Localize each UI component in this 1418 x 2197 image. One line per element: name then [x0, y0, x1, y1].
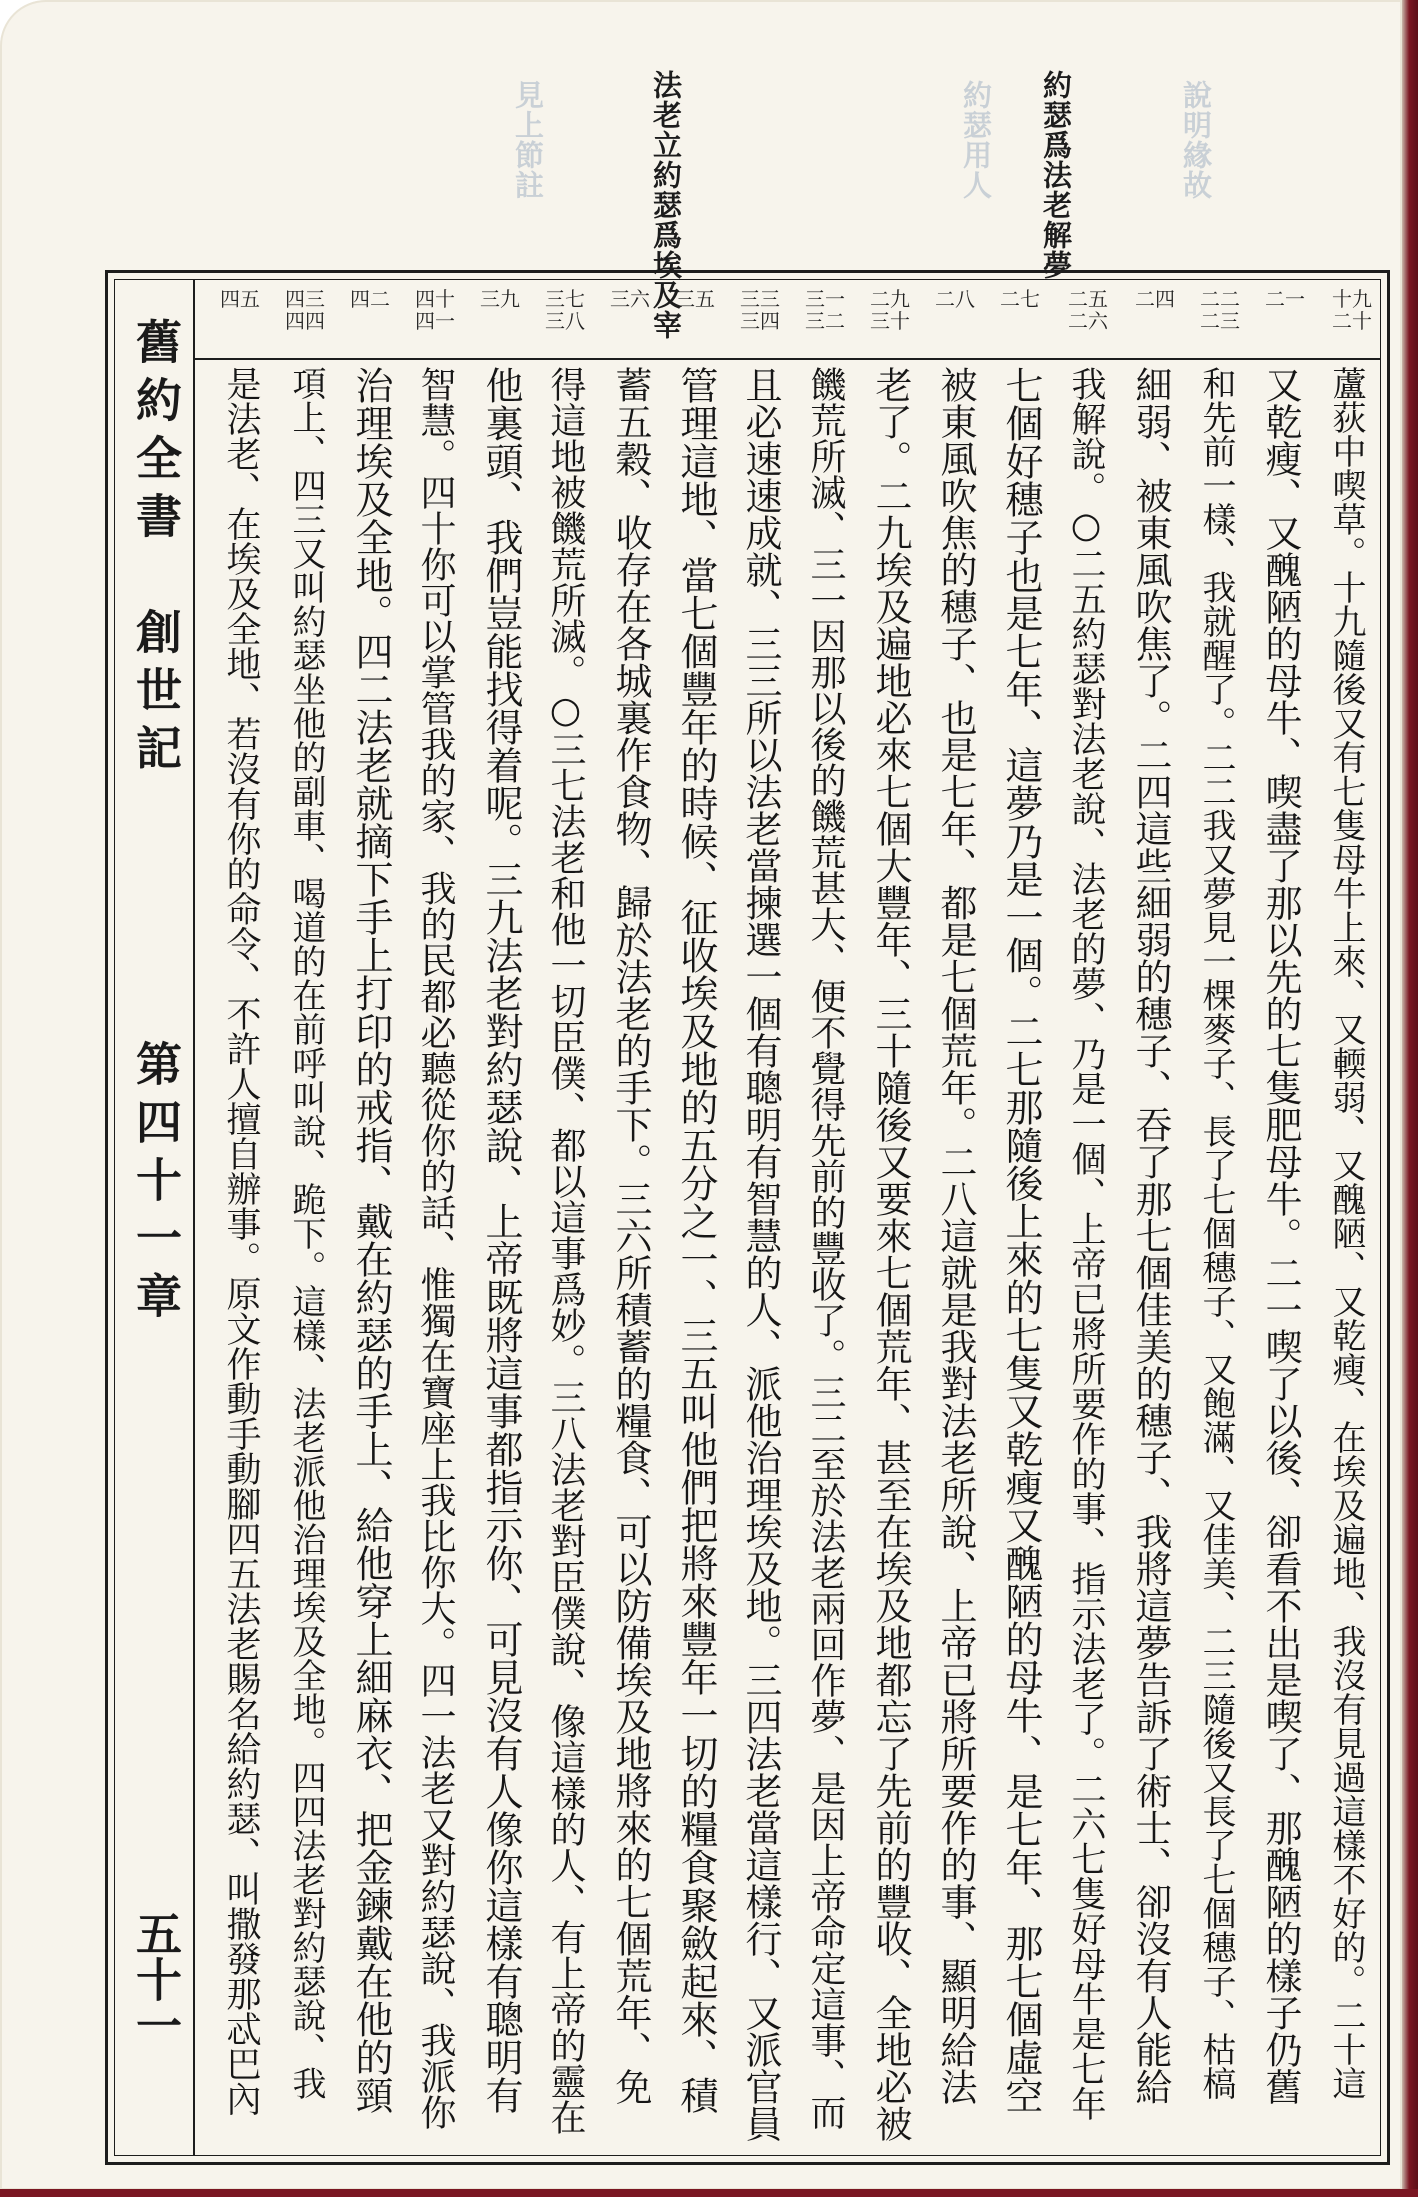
verse-number: 四五	[220, 287, 260, 311]
page-number: 五十一	[129, 1910, 183, 2048]
verse-number: 三九	[480, 287, 520, 311]
verse-number: 二二 二三	[1200, 287, 1240, 333]
book-spine	[1402, 0, 1418, 2197]
text-column: 蓄五穀、收存在各城裏作食物、歸於法老的手下。三六所積蓄的糧食、可以防備埃及地將來的七個荒年、免	[609, 366, 652, 2105]
verse-number: 二四	[1135, 287, 1175, 311]
text-column: 是法老、在埃及全地、若沒有你的命令、不許人擅自辦事。原文作動手動腳四五法老賜名給約瑟、叫撒發那忒巴內	[221, 366, 261, 2116]
text-column: 和先前一樣、我就醒了。二二我又夢見一棵麥子、長了七個穗子、又飽滿、又佳美、二三隨後又長了七個穗子、枯槁	[1196, 366, 1236, 2100]
verse-number: 三一 三二	[805, 287, 845, 333]
verse-number: 二七	[1000, 287, 1040, 311]
margin-note-faded: 說明緣故	[1179, 80, 1213, 200]
margin-note-faded: 見上節註	[511, 80, 545, 200]
verse-number: 三七 三八	[545, 287, 585, 333]
text-column: 細弱、被東風吹焦了。二四這些細弱的穗子、吞了那七個佳美的穗子、我將這夢告訴了術士、卻沒有人能給	[1129, 366, 1172, 2105]
text-column: 七個好穗子也是七年、這夢乃是一個。二七那隨後上來的七隻又乾瘦又醜陋的母牛、是七年、那七個虛空	[999, 366, 1043, 2114]
text-column: 我解說。○二五約瑟對法老說、法老的夢、乃是一個、上帝已將所要作的事、指示法老了。二六七隻好母牛是七年	[1066, 366, 1106, 2121]
verse-number: 二八	[935, 287, 975, 311]
text-column: 項上、四三又叫約瑟坐他的副車、喝道的在前呼叫說、跪下。這樣、法老派他治理埃及全地。四四法老對約瑟說、我	[286, 366, 326, 2100]
text-column: 得這地被饑荒所滅。○三七法老和他一切臣僕、都以這事爲妙。三八法老對臣僕說、像這樣的人、有上帝的靈在	[545, 366, 586, 2135]
text-column: 又乾瘦、又醜陋的母牛、喫盡了那以先的七隻肥母牛。二一喫了以後、卻看不出是喫了、那醜陋的樣子仍舊	[1259, 366, 1302, 2105]
text-column: 智慧。四十你可以掌管我的家、我的民都必聽從你的話、惟獨在寶座上我比你大。四一法老又對約瑟說、我派你	[415, 366, 456, 2130]
text-column: 被東風吹焦的穗子、也是七年、都是七個荒年。二八這就是我對法老所說、上帝已將所要作的事、顯明給法	[934, 366, 977, 2105]
margin-note: 法老立約瑟爲埃及宰	[649, 70, 683, 340]
text-column: 蘆荻中喫草。十九隨後又有七隻母牛上來、又輭弱、又醜陋、又乾瘦、在埃及遍地、我沒有見過這樣不好的。二十這	[1326, 366, 1366, 2100]
verse-number-band	[195, 280, 1380, 360]
verse-number: 四二	[350, 287, 390, 311]
scripture-text	[203, 366, 1376, 2147]
running-header	[115, 280, 195, 2155]
text-column: 治理埃及全地。四二法老就摘下手上打印的戒指、戴在約瑟的手上、給他穿上細麻衣、把金鍊戴在他的頸	[349, 366, 393, 2114]
margin-note-faded: 約瑟用人	[959, 80, 993, 200]
text-column: 老了。二九埃及遍地必來七個大豐年、三十隨後又要來七個荒年、甚至在埃及地都忘了先前的豐收、全地必被	[869, 366, 912, 2142]
verse-number: 四三 四四	[285, 287, 325, 333]
verse-number: 二五 二六	[1068, 287, 1108, 333]
verse-number: 二一	[1265, 287, 1305, 311]
verse-number: 二九 三十	[870, 287, 910, 333]
book-title: 舊約全書 創世記	[129, 318, 183, 782]
text-column: 饑荒所滅、三一因那以後的饑荒甚大、便不覺得先前的豐收了。三二至於法老兩回作夢、是因上帝命定這事、而	[805, 366, 846, 2130]
text-column: 且必速速成就、三三所以法老當揀選一個有聰明有智慧的人、派他治理埃及地。三四法老當這樣行、又派官員	[739, 366, 782, 2142]
verse-number: 三六	[610, 287, 650, 311]
chapter-heading: 第四十一章	[129, 1040, 183, 1330]
text-column: 管理這地、當七個豐年的時候、征收埃及地的五分之一、三五叫他們把將來豐年一切的糧食聚斂起來、積	[674, 366, 718, 2114]
verse-number: 十九 二十	[1332, 287, 1372, 333]
frame-inner-border	[114, 279, 1381, 2156]
margin-note: 約瑟爲法老解夢	[1039, 70, 1073, 280]
verse-number: 三三 三四	[740, 287, 780, 333]
text-frame	[105, 270, 1390, 2165]
text-column: 他裏頭、我們豈能找得着呢。三九法老對約瑟說、上帝既將這事都指示你、可見沒有人像你這樣有聰明有	[479, 366, 523, 2114]
verse-number: 四十 四一	[415, 287, 455, 333]
page-edge	[0, 2189, 1418, 2197]
verse-number: 三五	[675, 287, 715, 311]
